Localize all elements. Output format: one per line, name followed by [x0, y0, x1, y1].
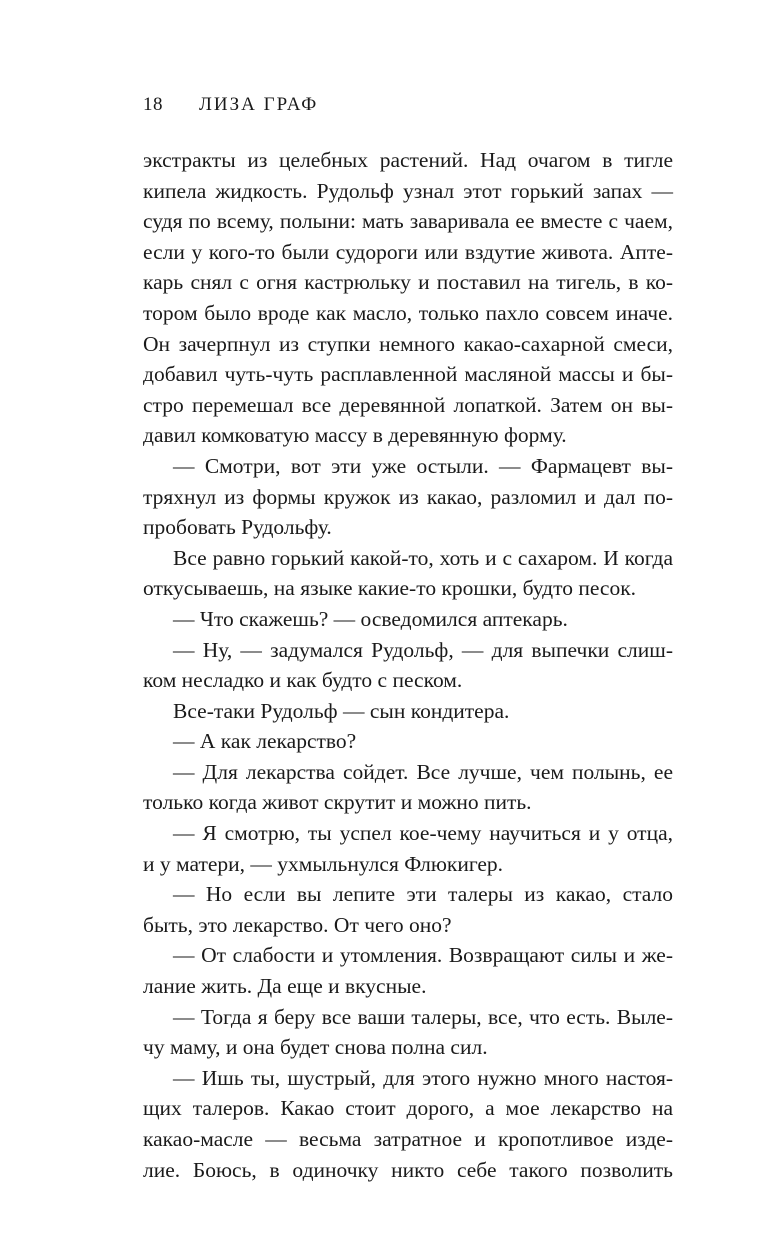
text-line: кипела жидкость. Рудольф узнал этот горький запах — [143, 178, 673, 203]
text-line: — Ишь ты, шустрый, для этого нужно много настоя- [173, 1065, 673, 1090]
text-line: — Я смотрю, ты успел кое-чему научиться и у отца, [173, 821, 673, 846]
text-line: тором было вроде как масло, только пахло совсем иначе. [143, 300, 673, 325]
text-line: — Что скажешь? — осведомился аптекарь. [173, 606, 568, 631]
text-line: — От слабости и утомления. Возвращают силы и же- [173, 943, 673, 968]
text-line: лие. Боюсь, в одиночку никто себе такого позволить [143, 1157, 673, 1182]
text-line: добавил чуть-чуть расплавленной масляной массы и бы- [143, 362, 673, 387]
text-line: откусываешь, на языке какие-то крошки, будто песок. [143, 576, 637, 601]
page-number: 18 [143, 94, 163, 115]
text-line: Он зачерпнул из ступки немного какао-сахарной смеси, [143, 331, 673, 356]
text-line: карь снял с огня кастрюльку и поставил на тигель, в ко- [143, 270, 673, 295]
text-line: если у кого-то были судороги или вздутие живота. Апте- [143, 239, 673, 264]
text-line: быть, это лекарство. От чего оно? [143, 912, 452, 937]
text-line: — Но если вы лепите эти талеры из какао, стало [173, 882, 673, 907]
text-line: пробовать Рудольфу. [143, 515, 332, 540]
text-line: — Тогда я беру все ваши талеры, все, что есть. Выле- [173, 1004, 673, 1029]
text-line: — А как лекарство? [173, 729, 357, 754]
text-line: ком несладко и как будто с песком. [143, 668, 463, 693]
running-head [143, 94, 318, 116]
text-line: какао-масле — весьма затратное и кропотливое изде- [143, 1127, 673, 1151]
text-line: и у матери, — ухмыльнулся Флюкигер. [143, 851, 504, 876]
text-line: — Ну, — задумался Рудольф, — для выпечки слиш- [173, 637, 673, 662]
text-line: тряхнул из формы кружок из какао, разломил и дал по- [143, 484, 673, 509]
text-line: судя по всему, полыни: мать заваривала ее вместе с чаем, [143, 209, 673, 234]
text-line: — Для лекарства сойдет. Все лучше, чем полынь, ее [173, 759, 673, 784]
text-line: давил комковатую массу в деревянную форму. [143, 423, 567, 448]
text-line: щих талеров. Какао стоит дорого, а мое лекарство на [143, 1096, 673, 1121]
running-title: ЛИЗА ГРАФ [199, 94, 319, 115]
text-line: Все равно горький какой-то, хоть и с сахаром. И когда [173, 545, 673, 570]
text-line: лание жить. Да еще и вкусные. [143, 974, 427, 999]
text-line: Все-таки Рудольф — сын кондитера. [173, 698, 510, 723]
text-line: чу маму, и она будет снова полна сил. [143, 1035, 488, 1060]
text-line: стро перемешал все деревянной лопаткой. Затем он вы- [143, 392, 673, 417]
text-line: экстракты из целебных растений. Над очагом в тигле [143, 148, 673, 172]
body-text [143, 145, 673, 1185]
text-line: только когда живот скрутит и можно пить. [143, 790, 532, 815]
text-line: — Смотри, вот эти уже остыли. — Фармацевт вы- [173, 453, 673, 478]
